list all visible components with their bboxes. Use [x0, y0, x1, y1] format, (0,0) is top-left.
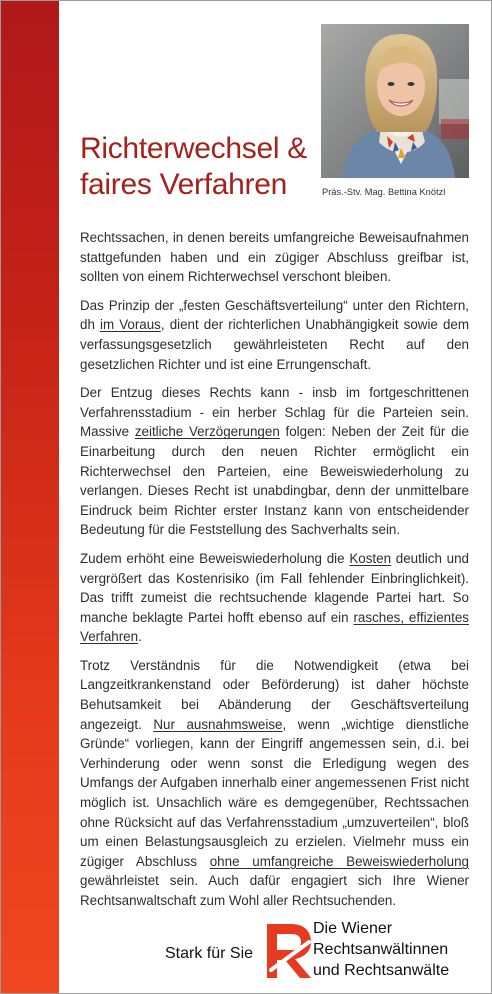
red-gradient-sidebar [1, 1, 59, 993]
portrait-illustration [321, 24, 469, 178]
headline-line-2: faires Verfahren [80, 168, 287, 201]
paragraph-2-text-b: , dient der richterlichen Unabhängigkeit sowie dem verfassungsgesetzlich gewährleisteten Recht auf den gesetzlichen Richter und ist eine Errungenschaft. [80, 317, 470, 372]
slogan: Stark für Sie [165, 945, 254, 962]
paragraph-2-text-a: Das Prinzip der „festen Geschäftsverteilung“ unter den Richtern, dh [80, 297, 469, 333]
underlined-phrase-ohne-beweiswiederholung: ohne umfangreiche Beweiswiederholung [209, 853, 469, 869]
paragraph-4-text-a: Zudem erhöht eine Beweiswiederholung die [80, 550, 350, 566]
paragraph-1: Rechtssachen, in denen bereits umfangreiche Beweisaufnahmen stattgefunden haben und ein zügiger Abschluss greifbar ist, sollten von einem Richterwechsel verschont bleiben. [80, 230, 469, 285]
article-body [80, 228, 469, 920]
paragraph-3-text-a: Der Entzug dieses Rechts kann - insb im fortgeschrittenen Verfahrensstadium - ein herber Schlag für die Parteien sein. Massive [80, 385, 469, 440]
paragraph-4 [80, 549, 469, 647]
paragraph-5-text-b: , wenn „wichtige dienstliche Gründe“ vorliegen, kann der Eingriff angemessen sein, d.i. bei Verhinderung oder wenn sonst die Erledigung wegen des Umfangs der Aufgaben innerhalb einer angemessenen Frist nicht möglich ist. Unsachlich wäre es demgegenüber, Rechtssachen ohne Rücksicht auf das Verfahrensstadium „umzuverteilen“, bloß um einen Belastungsausgleich zu erzielen. Vielmehr muss ein zügiger Abschluss [80, 716, 469, 869]
paragraph-2 [80, 296, 469, 374]
underlined-phrase-rasches-verfahren: rasches, effizientes Verfahren [80, 609, 469, 645]
article-headline [80, 131, 307, 203]
paragraph-4-text-b: deutlich und vergrößert das Kostenrisiko (im Fall fehlender Einbringlichkeit). Das trifft zumeist die rechtsuchende klagende Partei hart. So manche beklagte Partei hofft ebenso auf ein [80, 550, 469, 625]
r-logo-icon [261, 920, 315, 982]
underlined-phrase-im-voraus: im Voraus [99, 317, 161, 333]
org-line-2: Rechtsanwältinnen [313, 941, 449, 958]
author-portrait [321, 24, 469, 178]
headline-line-1: Richterwechsel & [80, 132, 307, 165]
organization-name [313, 918, 449, 981]
org-line-1: Die Wiener [313, 920, 393, 937]
portrait-caption: Präs.-Stv. Mag. Bettina Knötzl [322, 187, 446, 197]
underlined-phrase-zeitliche-verzoegerungen: zeitliche Verzögerungen [134, 424, 280, 440]
org-line-3: und Rechtsanwälte [313, 962, 450, 979]
paragraph-5 [80, 656, 469, 911]
paragraph-3 [80, 383, 469, 540]
paragraph-3-text-b: folgen: Neben der Zeit für die Einarbeitung durch den neuen Richter ermöglicht ein Richterwechsel den Parteien, eine Beweiswiederholung zu verlangen. Dieses Recht ist unabdingbar, denn der unmittelbare Eindruck beim Richter erster Instanz kann von entscheidender Bedeutung für die Feststellung des Sachverhalts sein. [80, 424, 469, 538]
footer-branding [160, 916, 480, 986]
paragraph-5-text-c: gewährleistet sein. Auch dafür engagiert sich Ihre Wiener Rechtsanwaltschaft zum Wohl aller Rechtsuchenden. [80, 873, 469, 908]
underlined-phrase-kosten: Kosten [349, 550, 392, 566]
paragraph-5-text-a: Trotz Verständnis für die Notwendigkeit (etwa bei Langzeitkrankenstand oder Beförderung) ist daher höchste Behutsamkeit bei Abänderung der Geschäftsverteilung angezeigt. [80, 657, 469, 732]
underlined-phrase-nur-ausnahmsweise: Nur ausnahmsweise [153, 716, 283, 732]
paragraph-4-text-c: . [138, 629, 142, 645]
